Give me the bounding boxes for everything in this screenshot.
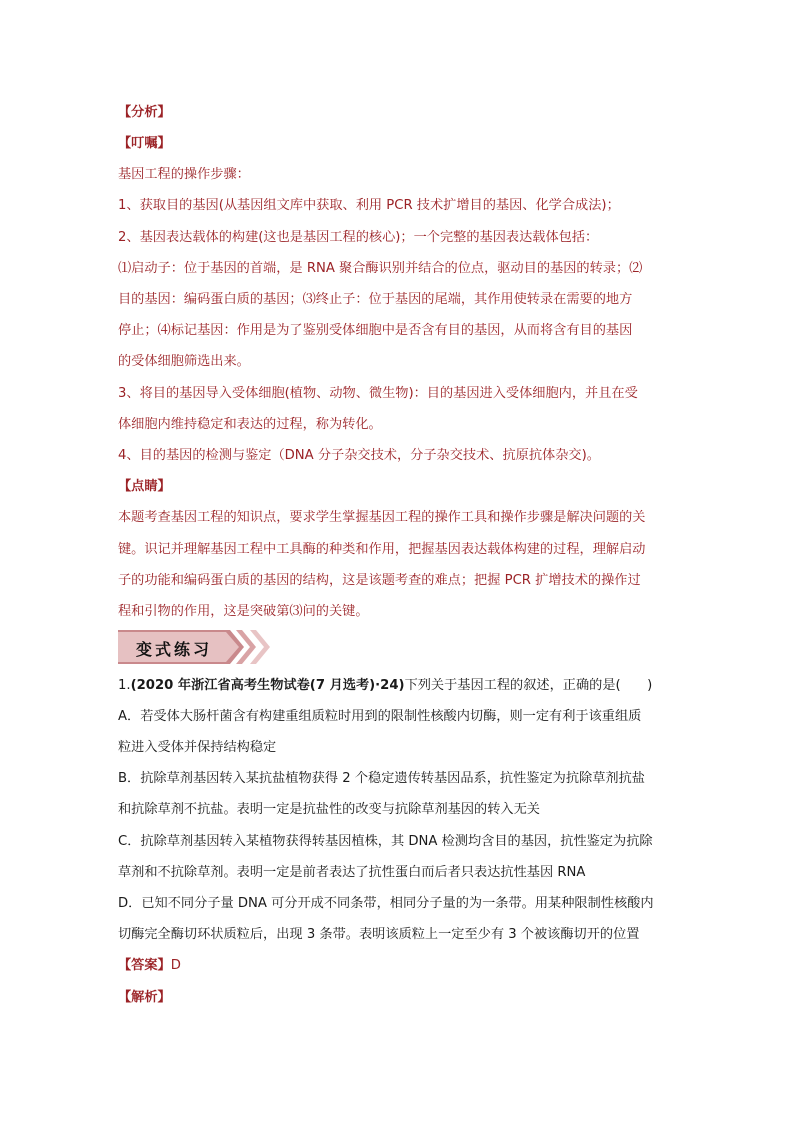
option-c-line-2: 草剂和不抗除草剂。表明一定是前者表达了抗性蛋白而后者只表达抗性基因 RNA bbox=[118, 865, 586, 880]
step-1: 1、获取目的基因(从基因组文库中获取、利用 PCR 技术扩增目的基因、化学合成法)； bbox=[118, 198, 620, 213]
option-d-line-1: D．已知不同分子量 DNA 可分开成不同条带，相同分子量的为一条带。用某种限制性核酸内 bbox=[118, 896, 654, 911]
question-stem bbox=[118, 678, 698, 694]
reminder-heading: 【叮嘱】 bbox=[118, 136, 171, 151]
highlight-line-1: 本题考查基因工程的知识点，要求学生掌握基因工程的操作工具和操作步骤是解决问题的关 bbox=[118, 510, 646, 525]
question-number: 1. bbox=[118, 678, 131, 693]
practice-banner bbox=[118, 630, 270, 664]
step-2-line-3: 停止；⑷标记基因：作用是为了鉴别受体细胞中是否含有目的基因，从而将含有目的基因 bbox=[118, 323, 633, 338]
highlight-line-2: 键。识记并理解基因工程中工具酶的种类和作用，把握基因表达载体构建的过程，理解启动 bbox=[118, 542, 646, 557]
highlight-heading: 【点睛】 bbox=[118, 479, 171, 494]
highlight-line-4: 程和引物的作用，这是突破第⑶问的关键。 bbox=[118, 604, 369, 619]
explanation-heading: 【解析】 bbox=[118, 990, 171, 1005]
step-2: 2、基因表达载体的构建(这也是基因工程的核心)；一个完整的基因表达载体包括： bbox=[118, 230, 599, 245]
step-2-line-1: ⑴启动子：位于基因的首端，是 RNA 聚合酶识别并结合的位点，驱动目的基因的转录；⑵ bbox=[118, 261, 643, 276]
option-a-line-2: 粒进入受体并保持结构稳定 bbox=[118, 740, 277, 755]
step-4: 4、目的基因的检测与鉴定（DNA 分子杂交技术，分子杂交技术、抗原抗体杂交)。 bbox=[118, 448, 600, 463]
option-b-line-1: B．抗除草剂基因转入某抗盐植物获得 2 个稳定遗传转基因品系，抗性鉴定为抗除草剂抗盐 bbox=[118, 771, 645, 786]
question-text: 下列关于基因工程的叙述，正确的是( ) bbox=[404, 678, 653, 693]
step-3-line-1: 3、将目的基因导入受体细胞(植物、动物、微生物)：目的基因进入受体细胞内，并且在受 bbox=[118, 386, 638, 401]
option-b-line-2: 和抗除草剂不抗盐。表明一定是抗盐性的改变与抗除草剂基因的转入无关 bbox=[118, 802, 540, 817]
step-2-line-4: 的受体细胞筛选出来。 bbox=[118, 354, 250, 369]
option-d-line-2: 切酶完全酶切环状质粒后，出现 3 条带。表明该质粒上一定至少有 3 个被该酶切开的位置 bbox=[118, 927, 640, 942]
steps-title: 基因工程的操作步骤： bbox=[118, 167, 250, 182]
question-source: (2020 年浙江省高考生物试卷(7 月选考)·24) bbox=[130, 678, 405, 693]
banner-label: 变式练习 bbox=[136, 640, 213, 659]
answer-value: D bbox=[170, 958, 181, 973]
option-a-line-1: A．若受体大肠杆菌含有构建重组质粒时用到的限制性核酸内切酶，则一定有利于该重组质 bbox=[118, 709, 642, 724]
analysis-heading: 【分析】 bbox=[118, 105, 171, 120]
option-c-line-1: C．抗除草剂基因转入某植物获得转基因植株，其 DNA 检测均含目的基因，抗性鉴定为抗除 bbox=[118, 834, 653, 849]
step-2-line-2: 目的基因：编码蛋白质的基因；⑶终止子：位于基因的尾端，其作用使转录在需要的地方 bbox=[118, 292, 633, 307]
highlight-line-3: 子的功能和编码蛋白质的基因的结构，这是该题考查的难点；把握 PCR 扩增技术的操作过 bbox=[118, 573, 641, 588]
answer-tag: 【答案】 bbox=[118, 958, 171, 973]
answer-line bbox=[118, 958, 698, 974]
step-3-line-2: 体细胞内维持稳定和表达的过程，称为转化。 bbox=[118, 417, 382, 432]
